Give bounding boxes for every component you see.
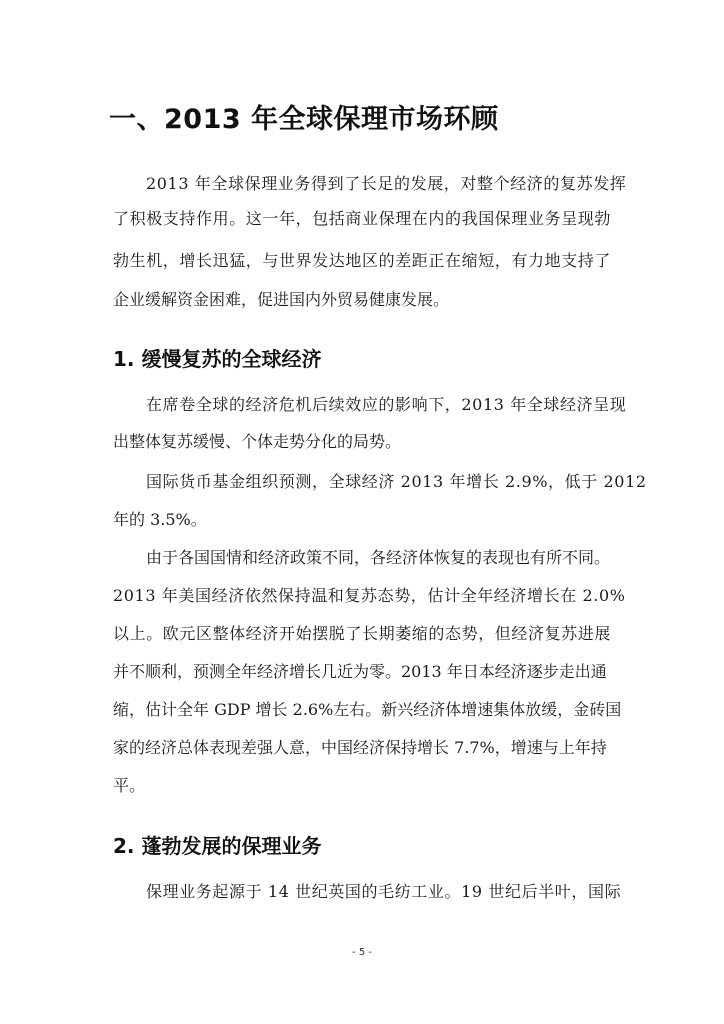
section-2-title: 2. 蓬勃发展的保理业务 — [113, 834, 322, 858]
section-2-para-1-line-1: 保理业务起源于 14 世纪英国的毛纺工业。19 世纪后半叶，国际 — [146, 882, 622, 901]
page-number: - 5 - — [352, 947, 372, 958]
section-1-para-3-line-7: 平。 — [113, 776, 146, 795]
section-1-para-3-line-1: 由于各国国情和经济政策不同，各经济体恢复的表现也有所不同。 — [146, 548, 611, 567]
section-1-para-3-line-4: 并不顺利，预测全年经济增长几近为零。2013 年日本经济逐步走出通 — [113, 662, 607, 681]
intro-line-3: 勃生机，增长迅猛，与世界发达地区的差距正在缩短，有力地支持了 — [113, 251, 612, 270]
intro-line-2: 了积极支持作用。这一年，包括商业保理在内的我国保理业务呈现勃 — [113, 209, 612, 228]
section-1-para-3-line-6: 家的经济总体表现差强人意，中国经济保持增长 7.7%，增速与上年持 — [113, 738, 607, 757]
section-1-title: 1. 缓慢复苏的全球经济 — [113, 347, 322, 371]
section-1-para-2-line-1: 国际货币基金组织预测，全球经济 2013 年增长 2.9%，低于 2012 — [146, 472, 647, 491]
section-1-para-3-line-5: 缩，估计全年 GDP 增长 2.6%左右。新兴经济体增速集体放缓，金砖国 — [113, 700, 622, 719]
section-1-para-1-line-1: 在席卷全球的经济危机后续效应的影响下，2013 年全球经济呈现 — [146, 395, 627, 414]
section-1-para-2-line-2: 年的 3.5%。 — [113, 510, 207, 529]
intro-line-1: 2013 年全球保理业务得到了长足的发展，对整个经济的复苏发挥 — [146, 174, 627, 193]
section-1-para-3-line-2: 2013 年美国经济依然保持温和复苏态势，估计全年经济增长在 2.0% — [113, 586, 626, 605]
section-1-para-1-line-2: 出整体复苏缓慢、个体走势分化的局势。 — [113, 432, 402, 451]
section-1-para-3-line-3: 以上。欧元区整体经济开始摆脱了长期萎缩的态势，但经济复苏进展 — [113, 624, 612, 643]
chapter-heading: 一、2013 年全球保理市场环顾 — [109, 104, 499, 135]
intro-line-4: 企业缓解资金困难，促进国内外贸易健康发展。 — [113, 290, 450, 309]
